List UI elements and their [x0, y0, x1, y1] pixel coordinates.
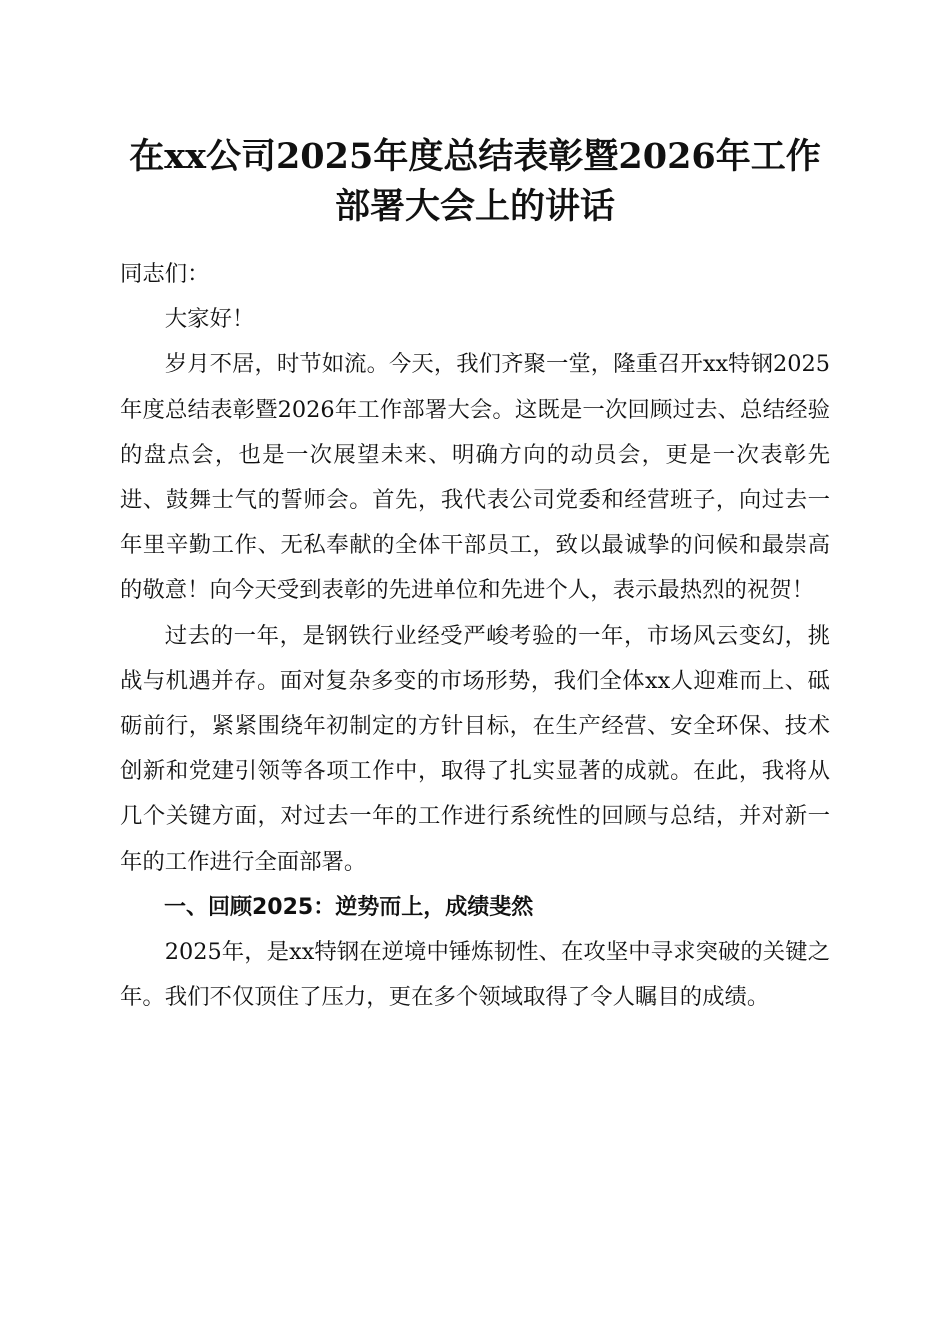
- paragraph-section-1: 2025年，是xx特钢在逆境中锤炼韧性、在攻坚中寻求突破的关键之年。我们不仅顶住了压力，更在多个领域取得了令人瞩目的成绩。: [120, 939, 830, 1011]
- salutation: 同志们：: [120, 261, 210, 287]
- title-line-1: 在xx公司2025年度总结表彰暨2026年工作: [129, 136, 821, 177]
- document-title: [110, 132, 840, 232]
- document-body: [120, 252, 830, 1020]
- paragraph-review: 过去的一年，是钢铁行业经受严峻考验的一年，市场风云变幻，挑战与机遇并存。面对复杂多变的市场形势，我们全体xx人迎难而上、砥砺前行，紧紧围绕年初制定的方针目标，在生产经营、安全环保、技术创新和党建引领等各项工作中，取得了扎实显著的成就。在此，我将从几个关键方面，对过去一年的工作进行系统性的回顾与总结，并对新一年的工作进行全面部署。: [120, 622, 830, 875]
- section-heading-1: 一、回顾2025：逆势而上，成绩斐然: [164, 894, 534, 920]
- greeting: 大家好！: [164, 306, 255, 333]
- title-line-2: 部署大会上的讲话: [334, 186, 615, 227]
- paragraph-opening: 岁月不居，时节如流。今天，我们齐聚一堂，隆重召开xx特钢2025年度总结表彰暨2026年工作部署大会。这既是一次回顾过去、总结经验的盘点会，也是一次展望未来、明确方向的动员会，更是一次表彰先进、鼓舞士气的誓师会。首先，我代表公司党委和经营班子，向过去一年里辛勤工作、无私奉献的全体干部员工，致以最诚挚的问候和最崇高的敬意！向今天受到表彰的先进单位和先进个人，表示最热烈的祝贺！: [120, 351, 830, 604]
